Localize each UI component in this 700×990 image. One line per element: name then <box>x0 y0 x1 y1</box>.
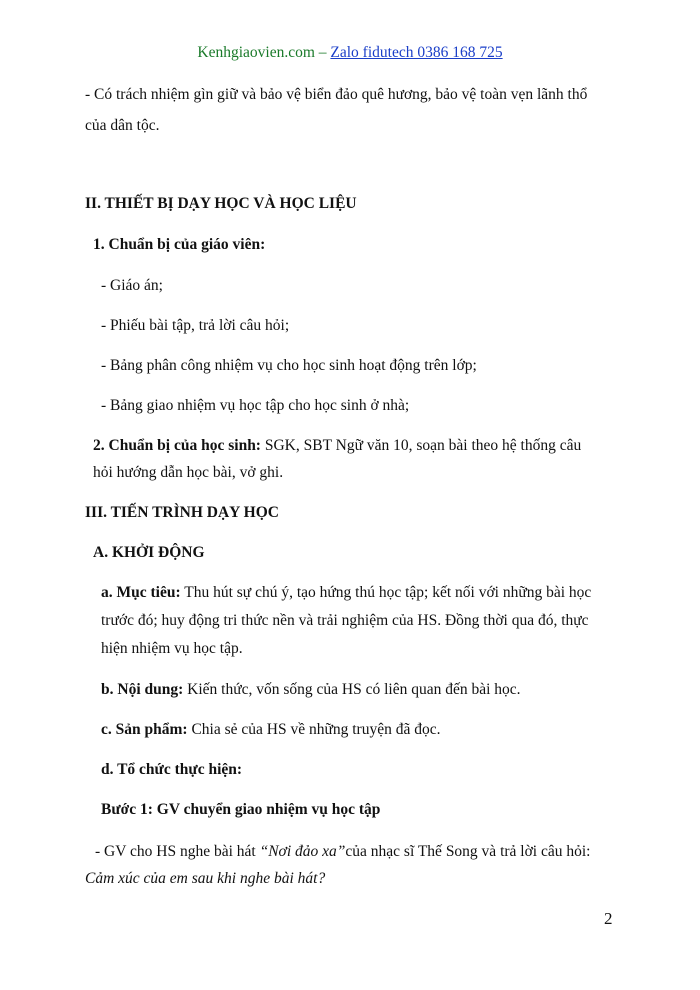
product-text: Chia sẻ của HS về những truyện đã đọc. <box>187 721 441 738</box>
objective-line-3: hiện nhiệm vụ học tập. <box>101 640 243 657</box>
intro-line-2: của dân tộc. <box>85 117 160 134</box>
part-a-heading: A. KHỞI ĐỘNG <box>93 544 205 561</box>
step-1-heading: Bước 1: GV chuyển giao nhiệm vụ học tập <box>101 801 381 818</box>
section-3-title: III. TIẾN TRÌNH DẠY HỌC <box>85 504 279 521</box>
objective-text: Thu hút sự chú ý, tạo hứng thú học tập; kết nối với những bài học <box>180 584 592 601</box>
teacher-item: - Bảng phân công nhiệm vụ cho học sinh hoạt động trên lớp; <box>101 357 477 374</box>
teacher-prep-heading: 1. Chuẩn bị của giáo viên: <box>93 236 266 253</box>
product-label: c. Sản phẩm: <box>101 721 188 738</box>
header-separator: – <box>314 44 331 61</box>
student-prep-text: SGK, SBT Ngữ văn 10, soạn bài theo hệ thống câu <box>260 437 582 454</box>
organize-heading: d. Tổ chức thực hiện: <box>101 761 243 778</box>
content-line <box>101 680 521 700</box>
header-site[interactable]: Kenhgiaovien.com <box>197 44 315 61</box>
teacher-item: - Giáo án; <box>101 277 163 294</box>
student-prep-line-1 <box>93 436 581 456</box>
header-zalo-link[interactable]: Zalo fidutech 0386 168 725 <box>330 44 503 61</box>
product-line <box>101 720 440 740</box>
content-label: b. Nội dung: <box>101 681 184 698</box>
intro-line-1: - Có trách nhiệm gìn giữ và bảo vệ biển đảo quê hương, bảo vệ toàn vẹn lãnh thổ <box>85 86 588 103</box>
student-prep-line-2: hỏi hướng dẫn học bài, vở ghi. <box>93 464 284 481</box>
objective-label: a. Mục tiêu: <box>101 584 181 601</box>
teacher-item: - Phiếu bài tập, trả lời câu hỏi; <box>101 317 290 334</box>
page-number: 2 <box>604 909 613 928</box>
objective-line-2: trước đó; huy động tri thức nền và trải nghiệm của HS. Đồng thời qua đó, thực <box>101 612 589 629</box>
student-prep-heading: 2. Chuẩn bị của học sinh: <box>93 437 261 454</box>
section-2-title: II. THIẾT BỊ DẠY HỌC VÀ HỌC LIỆU <box>85 195 357 212</box>
task-prefix: - GV cho HS nghe bài hát <box>95 843 260 860</box>
task-question: Cảm xúc của em sau khi nghe bài hát? <box>85 870 326 887</box>
teacher-item: - Bảng giao nhiệm vụ học tập cho học sinh ở nhà; <box>101 397 410 414</box>
page-header <box>0 43 700 63</box>
task-suffix: của nhạc sĩ Thế Song và trả lời câu hỏi: <box>345 843 591 860</box>
song-title: “Nơi đảo xa” <box>259 843 346 860</box>
content-text: Kiến thức, vốn sống của HS có liên quan đến bài học. <box>183 681 521 698</box>
task-line <box>95 842 590 862</box>
objective-line-1 <box>101 583 591 603</box>
